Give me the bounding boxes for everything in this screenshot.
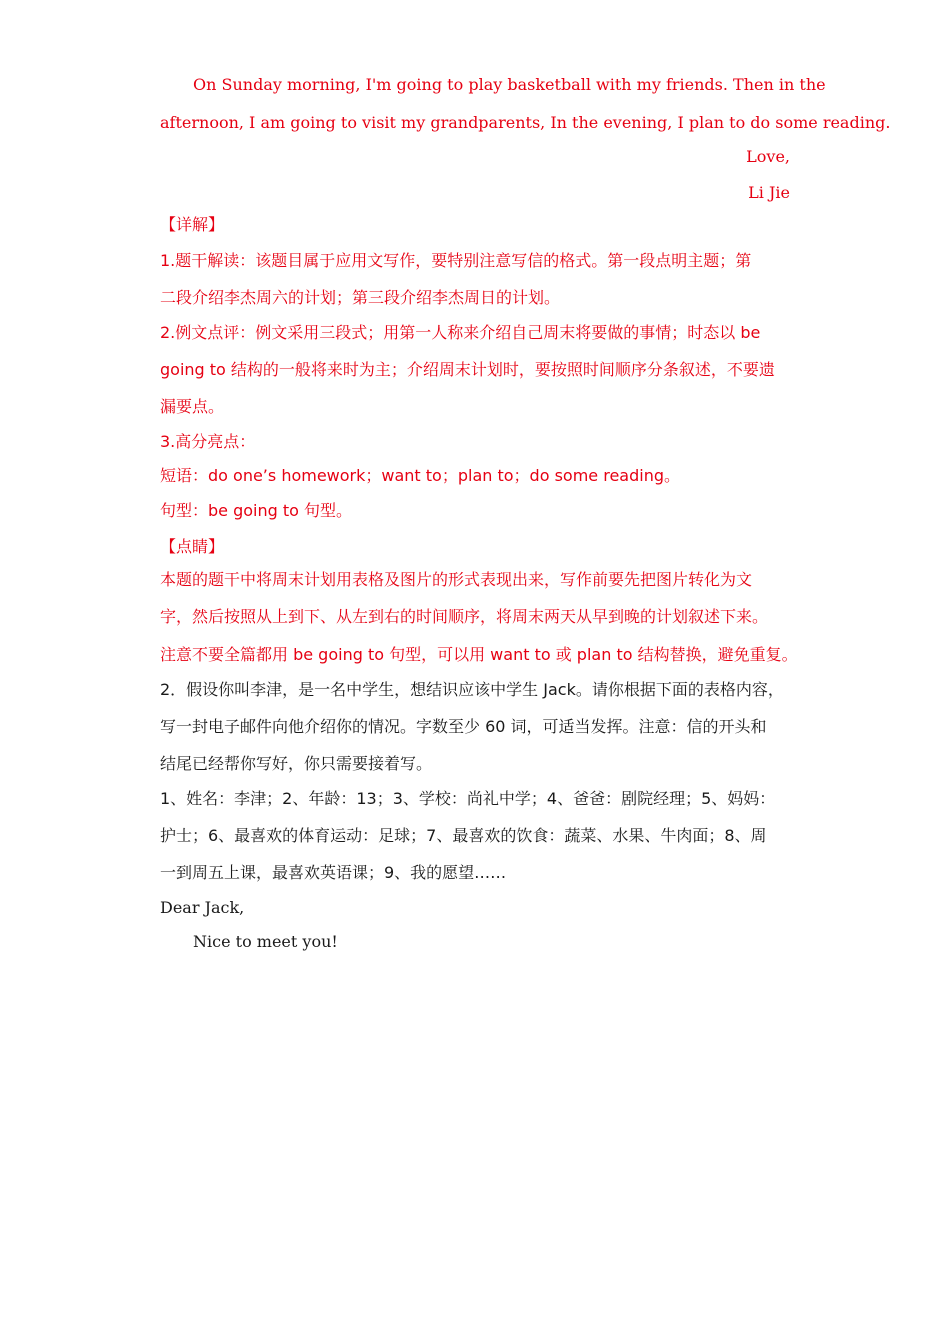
letter-paragraph-line: On Sunday morning, I'm going to play basketball with my friends. Then in the [193,75,826,94]
analysis-item: 二段介绍李杰周六的计划；第三段介绍李杰周日的计划。 [160,288,561,307]
letter-closing: Love, [746,147,790,166]
question-prompt: 结尾已经帮你写好，你只需要接着写。 [160,754,433,773]
analysis-item: 1.题干解读：该题目属于应用文写作，要特别注意写信的格式。第一段点明主题；第 [160,251,752,270]
analysis-item: 漏要点。 [160,397,225,416]
analysis-phrases: 短语：do one’s homework；want to；plan to；do some reading。 [160,466,680,485]
analysis-sentence: 句型：be going to 句型。 [160,501,353,520]
letter-signature: Li Jie [748,183,790,202]
letter-paragraph-line: afternoon, I am going to visit my grandparents, In the evening, I plan to do some reading. [160,113,891,132]
question-info: 1、姓名：李津；2、年龄：13；3、学校：尚礼中学；4、爸爸：剧院经理；5、妈妈： [160,789,776,808]
letter-opening: Nice to meet you! [193,932,338,951]
analysis-item: 2.例文点评：例文采用三段式；用第一人称来介绍自己周末将要做的事情；时态以 be [160,323,761,342]
letter-salutation: Dear Jack, [160,898,245,917]
tips-heading: 【点睛】 [160,537,225,556]
question-info: 一到周五上课，最喜欢英语课；9、我的愿望…… [160,863,507,882]
analysis-item: going to 结构的一般将来时为主；介绍周末计划时，要按照时间顺序分条叙述，不要遗 [160,360,775,379]
analysis-item: 3.高分亮点： [160,432,256,451]
tips-text: 注意不要全篇都用 be going to 句型，可以用 want to 或 plan to 结构替换，避免重复。 [160,645,798,664]
question-info: 护士；6、最喜欢的体育运动：足球；7、最喜欢的饮食：蔬菜、水果、牛肉面；8、周 [160,826,767,845]
tips-text: 字，然后按照从上到下、从左到右的时间顺序，将周末两天从早到晚的计划叙述下来。 [160,607,769,626]
tips-text: 本题的题干中将周末计划用表格及图片的形式表现出来，写作前要先把图片转化为文 [160,570,753,589]
analysis-heading: 【详解】 [160,215,225,234]
question-prompt: 写一封电子邮件向他介绍你的情况。字数至少 60 词，可适当发挥。注意：信的开头和 [160,717,767,736]
question-prompt: 2．假设你叫李津，是一名中学生，想结识应该中学生 Jack。请你根据下面的表格内容， [160,680,784,699]
